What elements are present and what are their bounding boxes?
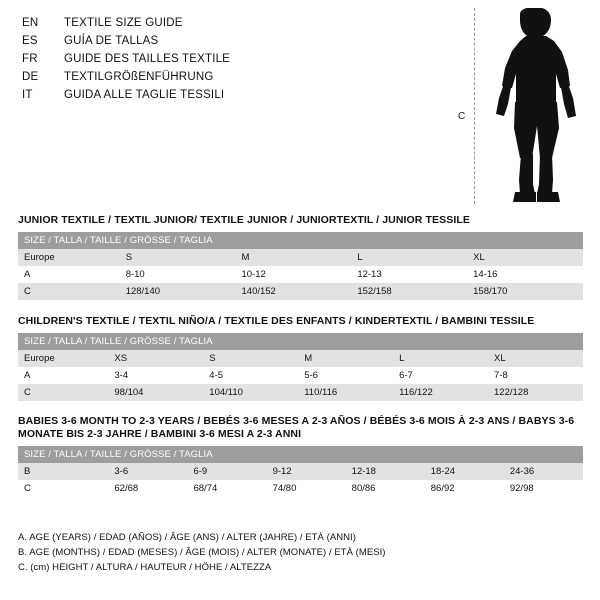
cell: 9-12 [267,463,346,480]
cell: 14-16 [467,266,583,283]
row-label: B [18,463,108,480]
cell: 3-4 [108,367,203,384]
cell: L [351,249,467,266]
cell: 110/116 [298,384,393,401]
cell: 62/68 [108,480,187,497]
language-code: IT [22,89,33,101]
cell: 6-7 [393,367,488,384]
cell: 116/122 [393,384,488,401]
section-title: JUNIOR TEXTILE / TEXTIL JUNIOR/ TEXTILE JUNIOR / JUNIORTEXTIL / JUNIOR TESSILE [18,214,470,226]
cell: 74/80 [267,480,346,497]
cell: 98/104 [108,384,203,401]
row-label: A [18,367,108,384]
cell: XL [467,249,583,266]
cell: M [236,249,352,266]
size-header-label: SIZE / TALLA / TAILLE / GRÖSSE / TAGLIA [18,232,583,249]
row-label: A [18,266,120,283]
cell: 6-9 [187,463,266,480]
cell: XL [488,350,583,367]
language-row [22,14,442,32]
language-title: GUÍA DE TALLAS [64,35,159,47]
cell: L [393,350,488,367]
cell: 7-8 [488,367,583,384]
row-label: Europe [18,249,120,266]
table-row [18,283,583,300]
cell: 128/140 [120,283,236,300]
language-row [22,50,442,68]
section-title: CHILDREN'S TEXTILE / TEXTIL NIÑO/A / TEXTILE DES ENFANTS / KINDERTEXTIL / BAMBINI TESSILE [18,315,535,327]
row-label: C [18,384,108,401]
cell: 12-18 [346,463,425,480]
cell: 92/98 [504,480,583,497]
footnote-b: B. AGE (MONTHS) / EDAD (MESES) / ÂGE (MOIS) / ALTER (MONATE) / ETÀ (MESI) [18,547,386,558]
language-title: TEXTILGRÖßENFÜHRUNG [64,71,214,83]
language-row [22,32,442,50]
section-title: BABIES 3-6 MONTH TO 2-3 YEARS / BEBÉS 3-6 MESES A 2-3 AÑOS / BÉBÉS 3-6 MOIS À 2-3 ANS / BABYS 3-6 MONATE BIS 2-3 JAHRE / BAMBINI 3-6 MESI A 2-3 ANNI [18,415,575,440]
cell: XS [108,350,203,367]
table-row [18,367,583,384]
babies-size-table [18,446,583,497]
cell: 18-24 [425,463,504,480]
cell: 4-5 [203,367,298,384]
cell: S [203,350,298,367]
table-row [18,266,583,283]
row-label: C [18,480,108,497]
language-code: EN [22,17,39,29]
cell: M [298,350,393,367]
cell: 3-6 [108,463,187,480]
cell: 8-10 [120,266,236,283]
cell: 10-12 [236,266,352,283]
language-title: TEXTILE SIZE GUIDE [64,17,183,29]
table-header-row [18,446,583,463]
table-row [18,480,583,497]
cell: 24-36 [504,463,583,480]
table-row [18,350,583,367]
footnotes [18,530,588,575]
language-code: FR [22,53,38,65]
cell: 12-13 [351,266,467,283]
language-title: GUIDA ALLE TAGLIE TESSILI [64,89,225,101]
section-junior [18,214,583,300]
children-size-table [18,333,583,401]
table-row [18,384,583,401]
cell: 104/110 [203,384,298,401]
junior-size-table [18,232,583,300]
language-title-block [22,14,442,104]
language-title: GUIDE DES TAILLES TEXTILE [64,53,231,65]
language-row [22,86,442,104]
row-label: C [18,283,120,300]
table-header-row [18,333,583,350]
cell: 68/74 [187,480,266,497]
section-babies [18,415,583,497]
footnote-c: C. (cm) HEIGHT / ALTURA / HAUTEUR / HÖHE / ALTEZZA [18,562,272,573]
figure-measure-label: C [458,111,466,122]
cell: 152/158 [351,283,467,300]
table-row [18,463,583,480]
language-code: DE [22,71,39,83]
cell: S [120,249,236,266]
height-guide-line [474,8,475,204]
size-header-label: SIZE / TALLA / TAILLE / GRÖSSE / TAGLIA [18,333,583,350]
cell: 80/86 [346,480,425,497]
measurement-figure [452,6,592,206]
toddler-silhouette-icon [482,8,592,208]
table-row [18,249,583,266]
size-header-label: SIZE / TALLA / TAILLE / GRÖSSE / TAGLIA [18,446,583,463]
language-code: ES [22,35,38,47]
section-children [18,315,583,401]
language-row [22,68,442,86]
cell: 86/92 [425,480,504,497]
cell: 140/152 [236,283,352,300]
footnote-a: A. AGE (YEARS) / EDAD (AÑOS) / ÂGE (ANS) / ALTER (JAHRE) / ETÀ (ANNI) [18,532,356,543]
row-label: Europe [18,350,108,367]
cell: 5-6 [298,367,393,384]
cell: 122/128 [488,384,583,401]
cell: 158/170 [467,283,583,300]
table-header-row [18,232,583,249]
